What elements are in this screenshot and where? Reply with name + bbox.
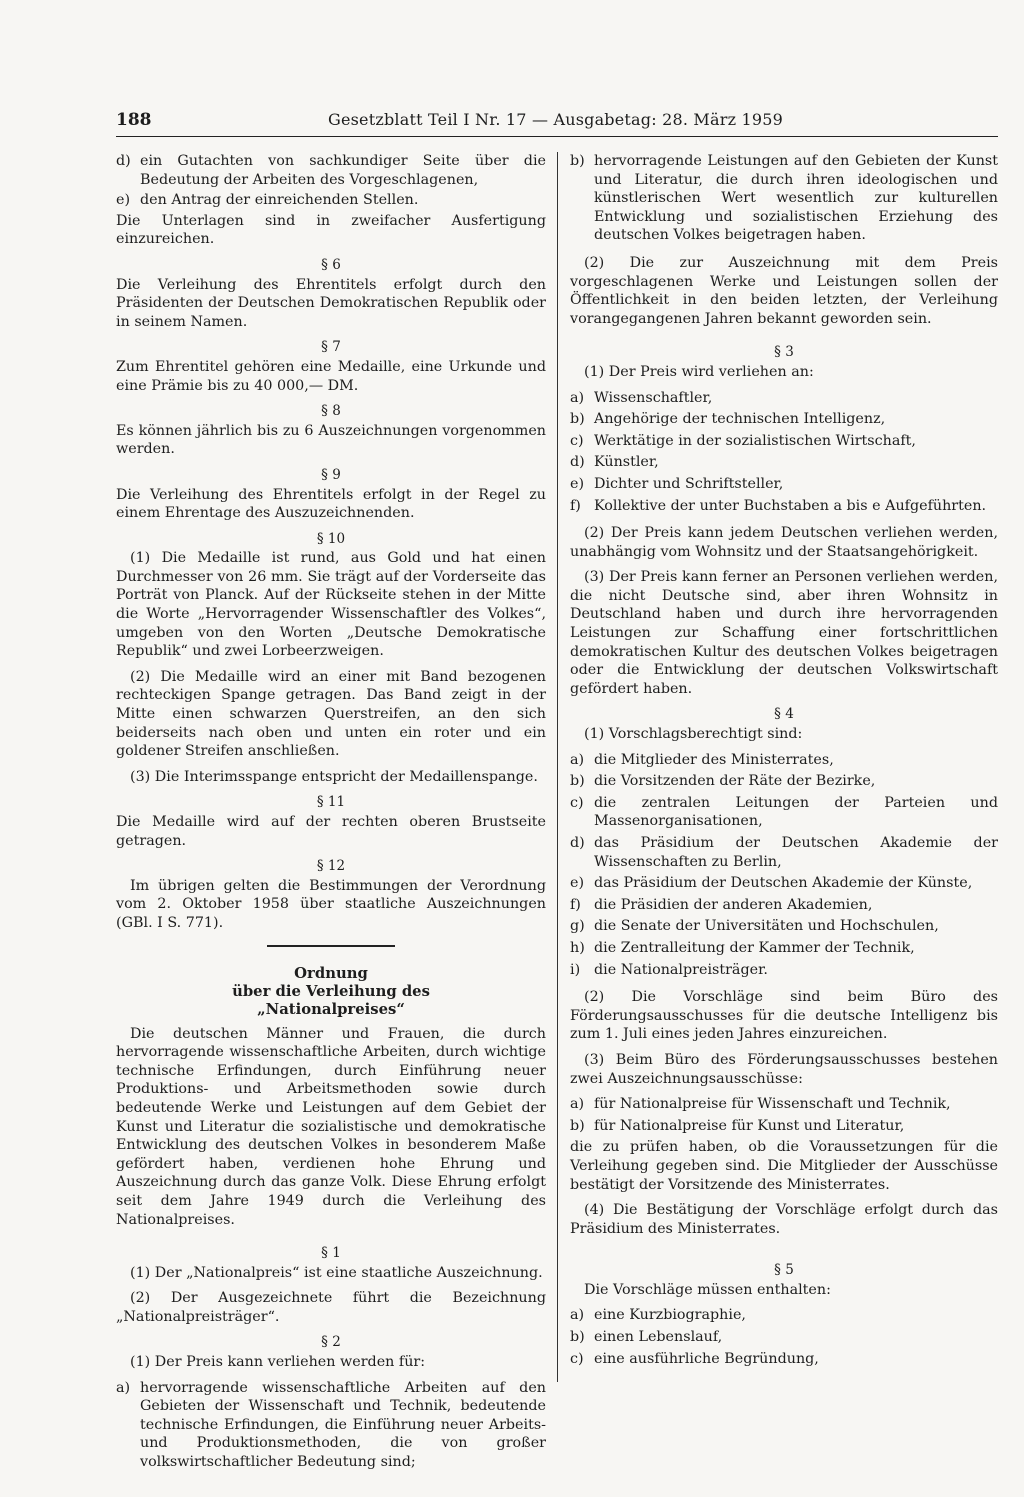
item-label: f) bbox=[570, 497, 581, 514]
list-item bbox=[570, 1328, 998, 1347]
paragraph-7: Zum Ehrentitel gehören eine Medaille, eine Urkunde und eine Prämie bis zu 40 000,— DM. bbox=[116, 358, 546, 394]
item-label: a) bbox=[570, 751, 585, 768]
item-label: a) bbox=[116, 1379, 131, 1396]
item-label: b) bbox=[570, 773, 585, 790]
item-text: die Mitglieder des Ministerrates, bbox=[594, 751, 834, 768]
paragraph-10-3: (3) Die Interimsspange entspricht der Medaillenspange. bbox=[130, 768, 538, 785]
item-label: b) bbox=[570, 1329, 585, 1346]
item-label: d) bbox=[570, 835, 585, 851]
item-label: e) bbox=[570, 475, 585, 492]
list-item bbox=[570, 152, 998, 245]
list-item bbox=[570, 1117, 998, 1136]
item-label: d) bbox=[116, 153, 131, 169]
item-text: hervorragende wissenschaftliche Arbeiten auf den Gebieten der Wissenschaft und Technik, bedeutende technische Erfindungen, die Einführung neuer Arbeits- und Produktionsmethoden, die von großer volkswirtschaftlicher Bedeutung sind; bbox=[140, 1379, 546, 1471]
list-item bbox=[570, 1350, 998, 1369]
paragraph-1-2: (2) Der Ausgezeichnete führt die Bezeichnung „Nationalpreisträger“. bbox=[116, 1290, 546, 1325]
item-label: a) bbox=[570, 389, 585, 406]
item-label: e) bbox=[570, 875, 585, 892]
paragraph-4-2: (2) Die Vorschläge sind beim Büro des Förderungsausschusses für die deutsche Intelligenz bis zum 1. Juli eines jeden Jahres einzureichen. bbox=[570, 989, 998, 1043]
preamble: Die deutschen Männer und Frauen, die durch hervorragende wissenschaftliche Arbeiten, durch wichtige technische Erfindungen, durch Einführung neuer Produktions- und Arbeitsmethoden sowie durch bedeutende Werke und Leistungen auf dem Gebiet der Kunst und Literatur die sozialistische und demokratische Entwicklung des deutschen Volkes in besonderem Maße gefördert haben, verdienen hohe Ehrung und Auszeichnung durch das ganze Volk. Diese Ehrung erfolgt seit dem Jahre 1949 durch die Verleihung des Nationalpreises. bbox=[116, 1025, 546, 1228]
list-item bbox=[116, 1379, 546, 1472]
item-text: eine ausführliche Begründung, bbox=[594, 1350, 819, 1367]
item-text: für Nationalpreise für Kunst und Literatur, bbox=[594, 1117, 905, 1134]
section-heading-9: § 9 bbox=[321, 466, 341, 483]
item-label: c) bbox=[570, 794, 584, 811]
paragraph-10-1: (1) Die Medaille ist rund, aus Gold und hat einen Durchmesser von 26 mm. Sie trägt auf der Vorderseite das Porträt von Planck. Auf der Rückseite stehen in der Mitte die Worte „Hervorragender Wissenschaftler des Volkes“, umgeben von den Worten „Deutsche Demokratische Republik“ und zwei Lorbeerzweigen. bbox=[116, 550, 546, 660]
column-divider bbox=[557, 152, 558, 1382]
item-text: die Senate der Universitäten und Hochschulen, bbox=[594, 918, 939, 935]
item-label: a) bbox=[570, 1307, 585, 1324]
paragraph-11: Die Medaille wird auf der rechten oberen Brustseite getragen. bbox=[116, 814, 546, 849]
item-label: c) bbox=[570, 1350, 584, 1367]
right-column bbox=[570, 152, 998, 1371]
section-heading-12: § 12 bbox=[316, 858, 346, 875]
ordinance-title bbox=[116, 965, 546, 1019]
item-label: a) bbox=[570, 1096, 585, 1113]
item-label: b) bbox=[570, 153, 585, 169]
item-text: das Präsidium der Deutschen Akademie der Wissenschaften zu Berlin, bbox=[594, 835, 998, 870]
paragraph-6: Die Verleihung des Ehrentitels erfolgt durch den Präsidenten der Deutschen Demokratischen Republik oder in seinem Namen. bbox=[116, 276, 546, 330]
list-item bbox=[570, 939, 998, 958]
item-text: die Präsidien der anderen Akademien, bbox=[594, 896, 873, 913]
paragraph-3-2: (2) Der Preis kann jedem Deutschen verliehen werden, unabhängig vom Wohnsitz und der Staatsangehörigkeit. bbox=[570, 525, 998, 560]
item-text: Angehörige der technischen Intelligenz, bbox=[594, 411, 886, 428]
list-item bbox=[570, 389, 998, 408]
section-heading-4: § 4 bbox=[774, 706, 794, 723]
paragraph-9: Die Verleihung des Ehrentitels erfolgt in der Regel zu einem Ehrentage des Auszuzeichnenden. bbox=[116, 486, 546, 522]
list-item bbox=[570, 896, 998, 915]
paragraph-unterlagen: Die Unterlagen sind in zweifacher Ausfertigung einzureichen. bbox=[116, 212, 546, 248]
paragraph-4-4: (4) Die Bestätigung der Vorschläge erfolgt durch das Präsidium des Ministerrates. bbox=[570, 1202, 998, 1237]
item-label: e) bbox=[116, 192, 131, 209]
item-text: das Präsidium der Deutschen Akademie der Künste, bbox=[594, 875, 973, 892]
item-label: d) bbox=[570, 454, 585, 471]
list-item bbox=[570, 917, 998, 936]
item-text: die zentralen Leitungen der Parteien und Massenorganisationen, bbox=[594, 794, 998, 830]
ordinance-title-line-3: „Nationalpreises“ bbox=[257, 1000, 405, 1018]
paragraph-4-3b: die zu prüfen haben, ob die Voraussetzungen für die Verleihung gegeben sind. Die Mitglieder der Ausschüsse bestätigt der Vorsitzende des Ministerrates. bbox=[570, 1139, 998, 1193]
ordinance-separator bbox=[267, 945, 395, 947]
section-heading-10: § 10 bbox=[316, 530, 346, 547]
item-text: Künstler, bbox=[594, 454, 659, 471]
paragraph-2-2: (2) Die zur Auszeichnung mit dem Preis vorgeschlagenen Werke und Leistungen sollen der Öffentlichkeit in den beiden letzten, der Verleihung vorangegangenen Jahren bekannt geworden sein. bbox=[570, 254, 998, 327]
page-number: 188 bbox=[116, 110, 152, 130]
item-label: f) bbox=[570, 896, 581, 913]
paragraph-8: Es können jährlich bis zu 6 Auszeichnungen vorgenommen werden. bbox=[116, 422, 546, 458]
list-item bbox=[570, 834, 998, 871]
item-text: einen Lebenslauf, bbox=[594, 1329, 723, 1346]
section-heading-5: § 5 bbox=[774, 1262, 794, 1279]
list-item bbox=[570, 497, 998, 516]
item-label: c) bbox=[570, 432, 584, 449]
section-heading-3: § 3 bbox=[774, 344, 794, 361]
section-heading-11: § 11 bbox=[316, 794, 346, 811]
list-item bbox=[570, 475, 998, 494]
list-item bbox=[570, 772, 998, 791]
list-item bbox=[570, 410, 998, 429]
list-item bbox=[570, 453, 998, 472]
item-label: g) bbox=[570, 918, 585, 935]
item-label: b) bbox=[570, 411, 585, 428]
item-label: b) bbox=[570, 1117, 585, 1134]
item-text: Dichter und Schriftsteller, bbox=[594, 475, 784, 492]
item-text: eine Kurzbiographie, bbox=[594, 1307, 746, 1324]
section-heading-8: § 8 bbox=[321, 403, 341, 420]
item-text: für Nationalpreise für Wissenschaft und Technik, bbox=[594, 1096, 951, 1113]
paragraph-3-3: (3) Der Preis kann ferner an Personen verliehen werden, die nicht Deutsche sind, aber ihren Wohnsitz in Deutschland haben und durch ihre hervorragenden Leistungen zur Schaffung einer fortschrittlichen demokratischen Kultur des deutschen Volkes beigetragen oder die Entwicklung der deutschen Volkswirtschaft gefördert haben. bbox=[570, 569, 998, 697]
page-header bbox=[116, 110, 998, 137]
item-text: Werktätige in der sozialistischen Wirtschaft, bbox=[594, 432, 916, 449]
item-text: Wissenschaftler, bbox=[594, 389, 713, 406]
section-heading-2: § 2 bbox=[321, 1334, 341, 1351]
list-item bbox=[116, 191, 546, 210]
item-text: den Antrag der einreichenden Stellen. bbox=[140, 192, 419, 209]
list-item bbox=[116, 152, 546, 189]
list-item bbox=[570, 1306, 998, 1325]
item-text: die Vorsitzenden der Räte der Bezirke, bbox=[594, 773, 876, 790]
section-heading-6: § 6 bbox=[321, 256, 341, 273]
section-heading-7: § 7 bbox=[321, 339, 341, 356]
item-text: hervorragende Leistungen auf den Gebieten der Kunst und Literatur, die durch ihren ideologischen und künstlerischen Wert wesentlich zur kulturellen Entwicklung und sozialistischen Erziehung des deutschen Volkes beigetragen haben. bbox=[594, 153, 998, 244]
item-text: die Zentralleitung der Kammer der Technik, bbox=[594, 939, 915, 956]
ordinance-title-line-1: Ordnung bbox=[294, 964, 368, 982]
item-text: Kollektive der unter Buchstaben a bis e Aufgeführten. bbox=[594, 497, 987, 514]
list-item bbox=[570, 751, 998, 770]
ordinance-title-line-2: über die Verleihung des bbox=[232, 982, 430, 1000]
paragraph-3-1: (1) Der Preis wird verliehen an: bbox=[584, 363, 814, 380]
list-item bbox=[570, 874, 998, 893]
paragraph-10-2: (2) Die Medaille wird an einer mit Band bezogenen rechteckigen Spange getragen. Das Band zeigt in der Mitte einen schwarzen Querstreifen, an den sich beiderseits nach oben und unten ein roter und ein goldener Streifen anschließen. bbox=[116, 668, 546, 760]
list-item bbox=[570, 432, 998, 451]
list-item bbox=[570, 1095, 998, 1114]
paragraph-2-1: (1) Der Preis kann verliehen werden für: bbox=[130, 1354, 426, 1371]
item-label: h) bbox=[570, 939, 585, 956]
list-item bbox=[570, 961, 998, 980]
paragraph-5-1: Die Vorschläge müssen enthalten: bbox=[584, 1281, 831, 1298]
section-heading-1: § 1 bbox=[321, 1245, 341, 1262]
paragraph-12: Im übrigen gelten die Bestimmungen der Verordnung vom 2. Oktober 1958 über staatliche Auszeichnungen (GBl. I S. 771). bbox=[116, 877, 546, 931]
left-column bbox=[116, 152, 546, 1474]
paragraph-1-1: (1) Der „Nationalpreis“ ist eine staatliche Auszeichnung. bbox=[130, 1264, 543, 1281]
paragraph-4-1: (1) Vorschlagsberechtigt sind: bbox=[584, 726, 803, 743]
list-item bbox=[570, 794, 998, 831]
paragraph-4-3: (3) Beim Büro des Förderungsausschusses bestehen zwei Auszeichnungsausschüsse: bbox=[570, 1051, 998, 1087]
header-title: Gesetzblatt Teil I Nr. 17 — Ausgabetag: 28. März 1959 bbox=[328, 110, 784, 129]
item-text: die Nationalpreisträger. bbox=[594, 961, 768, 978]
item-label: i) bbox=[570, 961, 581, 978]
item-text: ein Gutachten von sachkundiger Seite über die Bedeutung der Arbeiten des Vorgeschlagenen, bbox=[140, 153, 546, 188]
